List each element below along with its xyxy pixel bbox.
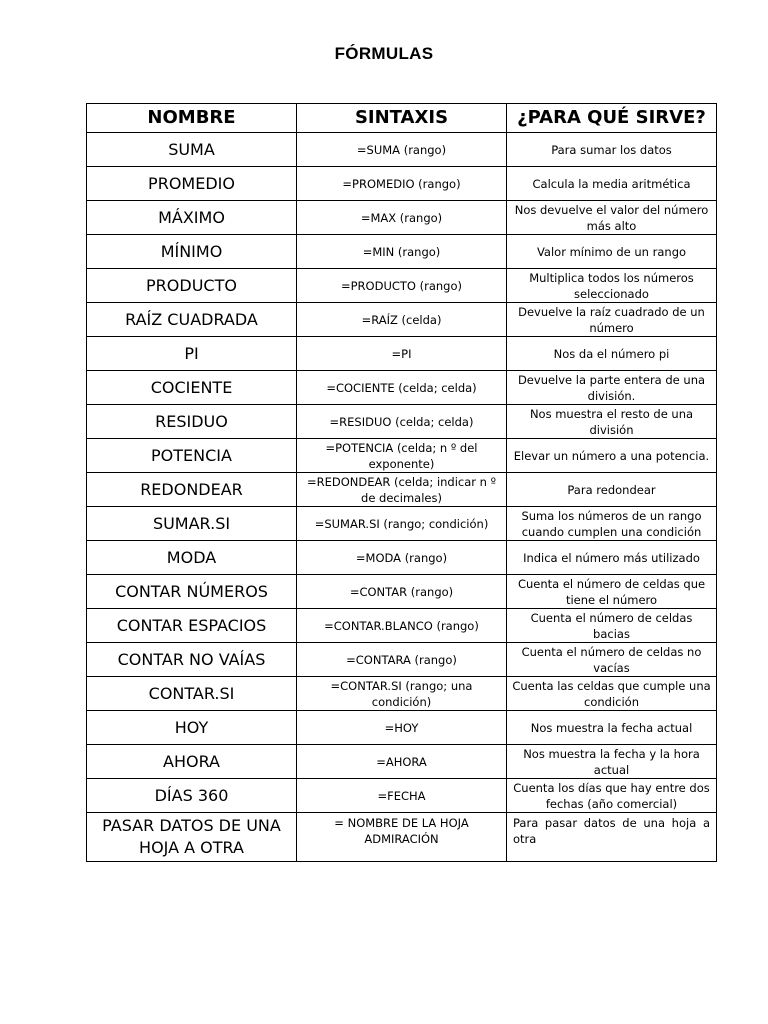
table-row <box>87 303 717 337</box>
formula-name: AHORA <box>87 745 297 779</box>
formula-syntax: =SUMA (rango) <box>297 133 507 167</box>
header-purpose: ¿PARA QUÉ SIRVE? <box>507 104 717 133</box>
formula-purpose: Calcula la media aritmética <box>507 167 717 201</box>
table-row <box>87 541 717 575</box>
formula-name: PASAR DATOS DE UNA HOJA A OTRA <box>87 813 297 862</box>
table-row <box>87 371 717 405</box>
formula-purpose: Nos devuelve el valor del número más alto <box>507 201 717 235</box>
formula-purpose: Nos da el número pi <box>507 337 717 371</box>
table-row <box>87 235 717 269</box>
header-name: NOMBRE <box>87 104 297 133</box>
formula-syntax: =CONTARA (rango) <box>297 643 507 677</box>
page-title: FÓRMULAS <box>334 44 434 63</box>
table-row <box>87 677 717 711</box>
formula-name: SUMAR.SI <box>87 507 297 541</box>
formula-syntax: =REDONDEAR (celda; indicar n º de decimales) <box>297 473 507 507</box>
formula-purpose: Nos muestra la fecha y la hora actual <box>507 745 717 779</box>
formula-purpose: Elevar un número a una potencia. <box>507 439 717 473</box>
formula-syntax: =SUMAR.SI (rango; condición) <box>297 507 507 541</box>
formula-name: REDONDEAR <box>87 473 297 507</box>
formula-purpose: Indica el número más utilizado <box>507 541 717 575</box>
formula-purpose: Suma los números de un rango cuando cumplen una condición <box>507 507 717 541</box>
table-row <box>87 133 717 167</box>
formula-purpose: Devuelve la raíz cuadrado de un número <box>507 303 717 337</box>
formula-syntax: =MODA (rango) <box>297 541 507 575</box>
formula-purpose: Para redondear <box>507 473 717 507</box>
formula-name: PI <box>87 337 297 371</box>
formulas-table <box>86 103 717 862</box>
formula-name: MÍNIMO <box>87 235 297 269</box>
table-row <box>87 167 717 201</box>
formula-name: HOY <box>87 711 297 745</box>
formula-name: PRODUCTO <box>87 269 297 303</box>
table-row <box>87 439 717 473</box>
table-row <box>87 575 717 609</box>
formula-syntax: =RESIDUO (celda; celda) <box>297 405 507 439</box>
formula-syntax: =RAÍZ (celda) <box>297 303 507 337</box>
formula-syntax: =AHORA <box>297 745 507 779</box>
formula-syntax: =CONTAR.BLANCO (rango) <box>297 609 507 643</box>
formula-name: POTENCIA <box>87 439 297 473</box>
formula-name: MODA <box>87 541 297 575</box>
table-row <box>87 269 717 303</box>
formula-name: CONTAR ESPACIOS <box>87 609 297 643</box>
formula-name: CONTAR.SI <box>87 677 297 711</box>
table-row <box>87 609 717 643</box>
formula-syntax: =PI <box>297 337 507 371</box>
formula-name: MÁXIMO <box>87 201 297 235</box>
formula-syntax: =HOY <box>297 711 507 745</box>
formula-syntax: =COCIENTE (celda; celda) <box>297 371 507 405</box>
table-row <box>87 813 717 862</box>
table-row <box>87 201 717 235</box>
formula-syntax: =CONTAR.SI (rango; una condición) <box>297 677 507 711</box>
formula-syntax: =FECHA <box>297 779 507 813</box>
formula-syntax: =MAX (rango) <box>297 201 507 235</box>
formula-purpose: Cuenta el número de celdas bacias <box>507 609 717 643</box>
table-row <box>87 745 717 779</box>
table-row <box>87 507 717 541</box>
formula-syntax: =CONTAR (rango) <box>297 575 507 609</box>
formula-purpose: Nos muestra el resto de una división <box>507 405 717 439</box>
formula-purpose: Para pasar datos de una hoja a otra <box>507 813 717 862</box>
formula-name: CONTAR NÚMEROS <box>87 575 297 609</box>
table-row <box>87 711 717 745</box>
header-syntax: SINTAXIS <box>297 104 507 133</box>
formula-purpose: Cuenta el número de celdas que tiene el número <box>507 575 717 609</box>
formula-syntax: =POTENCIA (celda; n º del exponente) <box>297 439 507 473</box>
formula-purpose: Cuenta el número de celdas no vacías <box>507 643 717 677</box>
formula-purpose: Devuelve la parte entera de una división. <box>507 371 717 405</box>
table-row <box>87 779 717 813</box>
formula-syntax: =MIN (rango) <box>297 235 507 269</box>
formula-name: SUMA <box>87 133 297 167</box>
formula-purpose: Cuenta las celdas que cumple una condición <box>507 677 717 711</box>
formula-purpose: Multiplica todos los números seleccionado <box>507 269 717 303</box>
formula-purpose: Para sumar los datos <box>507 133 717 167</box>
formula-syntax: =PRODUCTO (rango) <box>297 269 507 303</box>
formula-purpose: Nos muestra la fecha actual <box>507 711 717 745</box>
table-row <box>87 337 717 371</box>
formula-name: CONTAR NO VAÍAS <box>87 643 297 677</box>
formula-name: DÍAS 360 <box>87 779 297 813</box>
table-row <box>87 473 717 507</box>
formula-name: PROMEDIO <box>87 167 297 201</box>
formula-syntax: =PROMEDIO (rango) <box>297 167 507 201</box>
formula-name: RAÍZ CUADRADA <box>87 303 297 337</box>
table-row <box>87 643 717 677</box>
formula-name: COCIENTE <box>87 371 297 405</box>
formula-purpose: Cuenta los días que hay entre dos fechas (año comercial) <box>507 779 717 813</box>
table-header-row <box>87 104 717 133</box>
formula-name: RESIDUO <box>87 405 297 439</box>
table-row <box>87 405 717 439</box>
formula-syntax: = NOMBRE DE LA HOJA ADMIRACIÓN <box>297 813 507 862</box>
formula-purpose: Valor mínimo de un rango <box>507 235 717 269</box>
